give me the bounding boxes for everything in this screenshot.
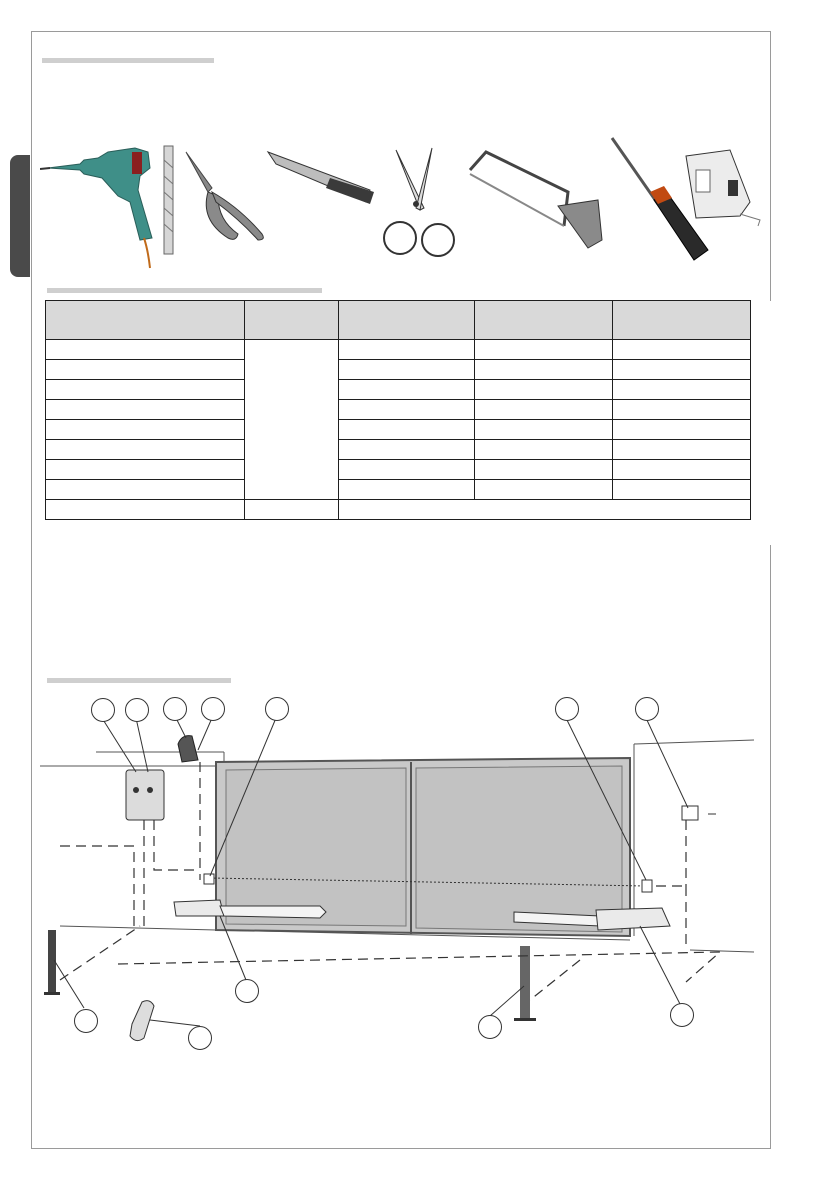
- table-cell: [46, 420, 245, 440]
- header-cell: [244, 301, 338, 340]
- control-unit: [126, 770, 164, 820]
- table-cell-merged: [244, 340, 338, 500]
- table-cell: [475, 460, 613, 480]
- photocell-left: [204, 874, 214, 884]
- key-selector: [682, 806, 716, 820]
- section-heading-bar-table: [47, 288, 322, 293]
- tools-illustration: [40, 130, 780, 270]
- callout-1: [91, 698, 115, 722]
- table-cell: [613, 360, 751, 380]
- table-row: [46, 460, 751, 480]
- page-frame-top: [31, 31, 771, 32]
- spec-table: [45, 300, 751, 520]
- tape-measure-icon: [686, 150, 760, 226]
- table-cell: [338, 360, 475, 380]
- pliers-icon: [186, 152, 263, 240]
- drill-icon: [40, 148, 152, 268]
- photocell-right: [642, 880, 652, 892]
- table-cell: [244, 500, 338, 520]
- page-frame-right-bottom: [770, 545, 771, 1149]
- header-cell: [475, 301, 613, 340]
- table-cell: [613, 480, 751, 500]
- header-cell: [46, 301, 245, 340]
- cutter-knife-icon: [268, 152, 374, 204]
- scissors-icon: [384, 148, 454, 256]
- table-row: [46, 440, 751, 460]
- table-cell: [613, 340, 751, 360]
- table-cell: [613, 460, 751, 480]
- post-left: [44, 930, 60, 995]
- header-cell: [613, 301, 751, 340]
- table-row: [46, 480, 751, 500]
- table-cell: [475, 400, 613, 420]
- table-cell: [46, 500, 245, 520]
- table-row: [46, 400, 751, 420]
- table-row: [46, 380, 751, 400]
- table-cell: [475, 360, 613, 380]
- table-cell-merged: [338, 500, 750, 520]
- table-cell: [338, 400, 475, 420]
- table-cell: [46, 460, 245, 480]
- drill-bit-icon: [164, 146, 173, 254]
- callout-8: [235, 979, 259, 1003]
- table-cell: [338, 440, 475, 460]
- table-cell: [475, 440, 613, 460]
- chapter-side-tab: [10, 155, 30, 277]
- table-cell: [46, 480, 245, 500]
- section-heading-bar-diagram: [47, 678, 231, 683]
- page-frame-left: [31, 31, 32, 1149]
- callout-5: [265, 697, 289, 721]
- spec-table-header: [46, 301, 751, 340]
- section-heading-bar-tools: [42, 58, 214, 63]
- table-cell: [338, 340, 475, 360]
- callout-9: [74, 1009, 98, 1033]
- callout-6: [555, 697, 579, 721]
- table-cell: [475, 340, 613, 360]
- table-cell: [338, 460, 475, 480]
- callout-2: [125, 698, 149, 722]
- table-footer-row: [46, 500, 751, 520]
- table-cell: [338, 480, 475, 500]
- table-cell: [46, 360, 245, 380]
- table-cell: [46, 440, 245, 460]
- table-cell: [613, 380, 751, 400]
- table-cell: [46, 400, 245, 420]
- header-cell: [338, 301, 475, 340]
- table-cell: [475, 420, 613, 440]
- table-cell: [338, 380, 475, 400]
- table-row: [46, 360, 751, 380]
- callout-7: [635, 697, 659, 721]
- flashing-light: [178, 736, 198, 762]
- callout-11: [478, 1015, 502, 1039]
- callout-10: [188, 1026, 212, 1050]
- table-row: [46, 340, 751, 360]
- table-cell: [475, 380, 613, 400]
- table-cell: [613, 400, 751, 420]
- page-frame-bottom: [31, 1148, 771, 1149]
- table-row: [46, 420, 751, 440]
- remote-control: [130, 1001, 154, 1041]
- callout-3: [163, 697, 187, 721]
- table-cell: [338, 420, 475, 440]
- hacksaw-icon: [470, 152, 602, 248]
- installation-diagram: [40, 690, 770, 1050]
- table-cell: [475, 480, 613, 500]
- table-cell: [613, 440, 751, 460]
- table-cell: [46, 340, 245, 360]
- table-cell: [613, 420, 751, 440]
- callout-12: [670, 1003, 694, 1027]
- post-right: [514, 946, 536, 1021]
- table-cell: [46, 380, 245, 400]
- callout-4: [201, 697, 225, 721]
